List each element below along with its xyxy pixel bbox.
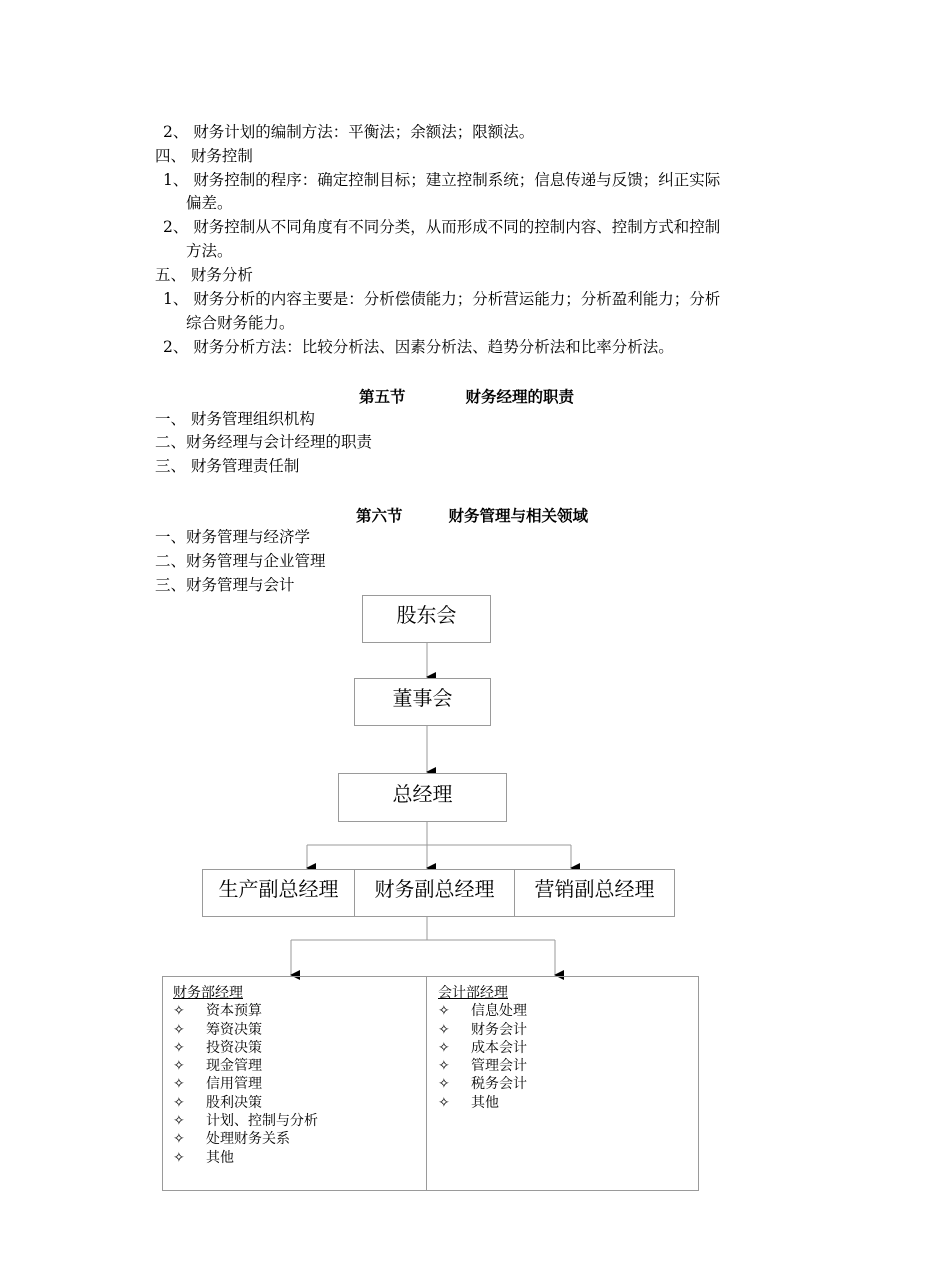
- list-item: ✧ 管理会计: [438, 1058, 527, 1075]
- diamond-bullet-icon: ✧: [438, 1076, 450, 1093]
- finance-dept-title: 财务部经理: [173, 985, 243, 1001]
- section-heading-analysis: 五、 财务分析: [155, 266, 253, 284]
- list-item: ✧ 信息处理: [438, 1003, 527, 1020]
- diamond-bullet-icon: ✧: [173, 1076, 185, 1093]
- section5-item: 三、 财务管理责任制: [155, 457, 300, 475]
- list-item: ✧ 财务会计: [438, 1021, 527, 1038]
- text-line: 2、 财务计划的编制方法：平衡法；余额法；限额法。: [163, 123, 535, 141]
- diamond-bullet-icon: ✧: [173, 1039, 185, 1056]
- accounting-dept-box: [426, 976, 699, 1191]
- marketing-vp-box: [514, 869, 675, 917]
- production-vp-label: 生产副总经理: [218, 877, 339, 901]
- section-heading-control: 四、 财务控制: [155, 147, 253, 165]
- section6-item: 二、财务管理与企业管理: [155, 552, 326, 570]
- diamond-bullet-icon: ✧: [173, 1058, 185, 1075]
- finance-vp-label: 财务副总经理: [374, 877, 495, 901]
- marketing-vp-label: 营销副总经理: [534, 877, 655, 901]
- section6-number: 第六节: [356, 506, 403, 525]
- finance-vp-box: [354, 869, 515, 917]
- text-line: 2、 财务控制从不同角度有不同分类，从而形成不同的控制内容、控制方式和控制: [163, 218, 721, 236]
- section6-item: 一、财务管理与经济学: [155, 528, 311, 546]
- section6-item: 三、财务管理与会计: [155, 576, 295, 594]
- text-line: 偏差。: [186, 194, 233, 212]
- diamond-bullet-icon: ✧: [173, 1131, 185, 1148]
- shareholders-label: 股东会: [396, 603, 457, 627]
- list-item: ✧ 税务会计: [438, 1076, 527, 1093]
- board-label: 董事会: [392, 686, 453, 710]
- list-item: ✧ 资本预算: [173, 1003, 262, 1020]
- diamond-bullet-icon: ✧: [438, 1058, 450, 1075]
- text-line: 1、 财务分析的内容主要是：分析偿债能力；分析营运能力；分析盈利能力；分析: [163, 290, 721, 308]
- text-line: 方法。: [186, 242, 233, 260]
- section6-title: 财务管理与相关领域: [448, 506, 589, 525]
- board-box: [354, 678, 491, 726]
- list-item: ✧ 现金管理: [173, 1058, 262, 1075]
- diamond-bullet-icon: ✧: [438, 1003, 450, 1020]
- list-item: ✧ 其他: [173, 1149, 234, 1166]
- diamond-bullet-icon: ✧: [438, 1021, 450, 1038]
- list-item: ✧ 成本会计: [438, 1039, 527, 1056]
- text-line: 1、 财务控制的程序：确定控制目标；建立控制系统；信息传递与反馈；纠正实际: [163, 171, 721, 189]
- list-item: ✧ 计划、控制与分析: [173, 1113, 318, 1130]
- text-line: 综合财务能力。: [186, 314, 295, 332]
- text-line: 2、 财务分析方法：比较分析法、因素分析法、趋势分析法和比率分析法。: [163, 338, 674, 356]
- accounting-dept-title: 会计部经理: [438, 985, 508, 1001]
- diamond-bullet-icon: ✧: [173, 1113, 185, 1130]
- list-item: ✧ 其他: [438, 1094, 499, 1111]
- section5-item: 二、财务经理与会计经理的职责: [155, 433, 373, 451]
- section5-number: 第五节: [359, 387, 406, 406]
- diamond-bullet-icon: ✧: [173, 1021, 185, 1038]
- list-item: ✧ 处理财务关系: [173, 1131, 290, 1148]
- diamond-bullet-icon: ✧: [173, 1094, 185, 1111]
- general-manager-box: [338, 773, 507, 822]
- diamond-bullet-icon: ✧: [173, 1149, 185, 1166]
- section5-title: 财务经理的职责: [465, 387, 575, 406]
- diamond-bullet-icon: ✧: [173, 1003, 185, 1020]
- finance-dept-box: [162, 976, 427, 1191]
- production-vp-box: [202, 869, 355, 917]
- shareholders-box: [362, 595, 491, 643]
- diamond-bullet-icon: ✧: [438, 1039, 450, 1056]
- list-item: ✧ 筹资决策: [173, 1021, 262, 1038]
- general-manager-label: 总经理: [392, 782, 453, 806]
- list-item: ✧ 信用管理: [173, 1076, 262, 1093]
- list-item: ✧ 投资决策: [173, 1039, 262, 1056]
- diamond-bullet-icon: ✧: [438, 1094, 450, 1111]
- list-item: ✧ 股利决策: [173, 1094, 262, 1111]
- section5-item: 一、 财务管理组织机构: [155, 410, 315, 428]
